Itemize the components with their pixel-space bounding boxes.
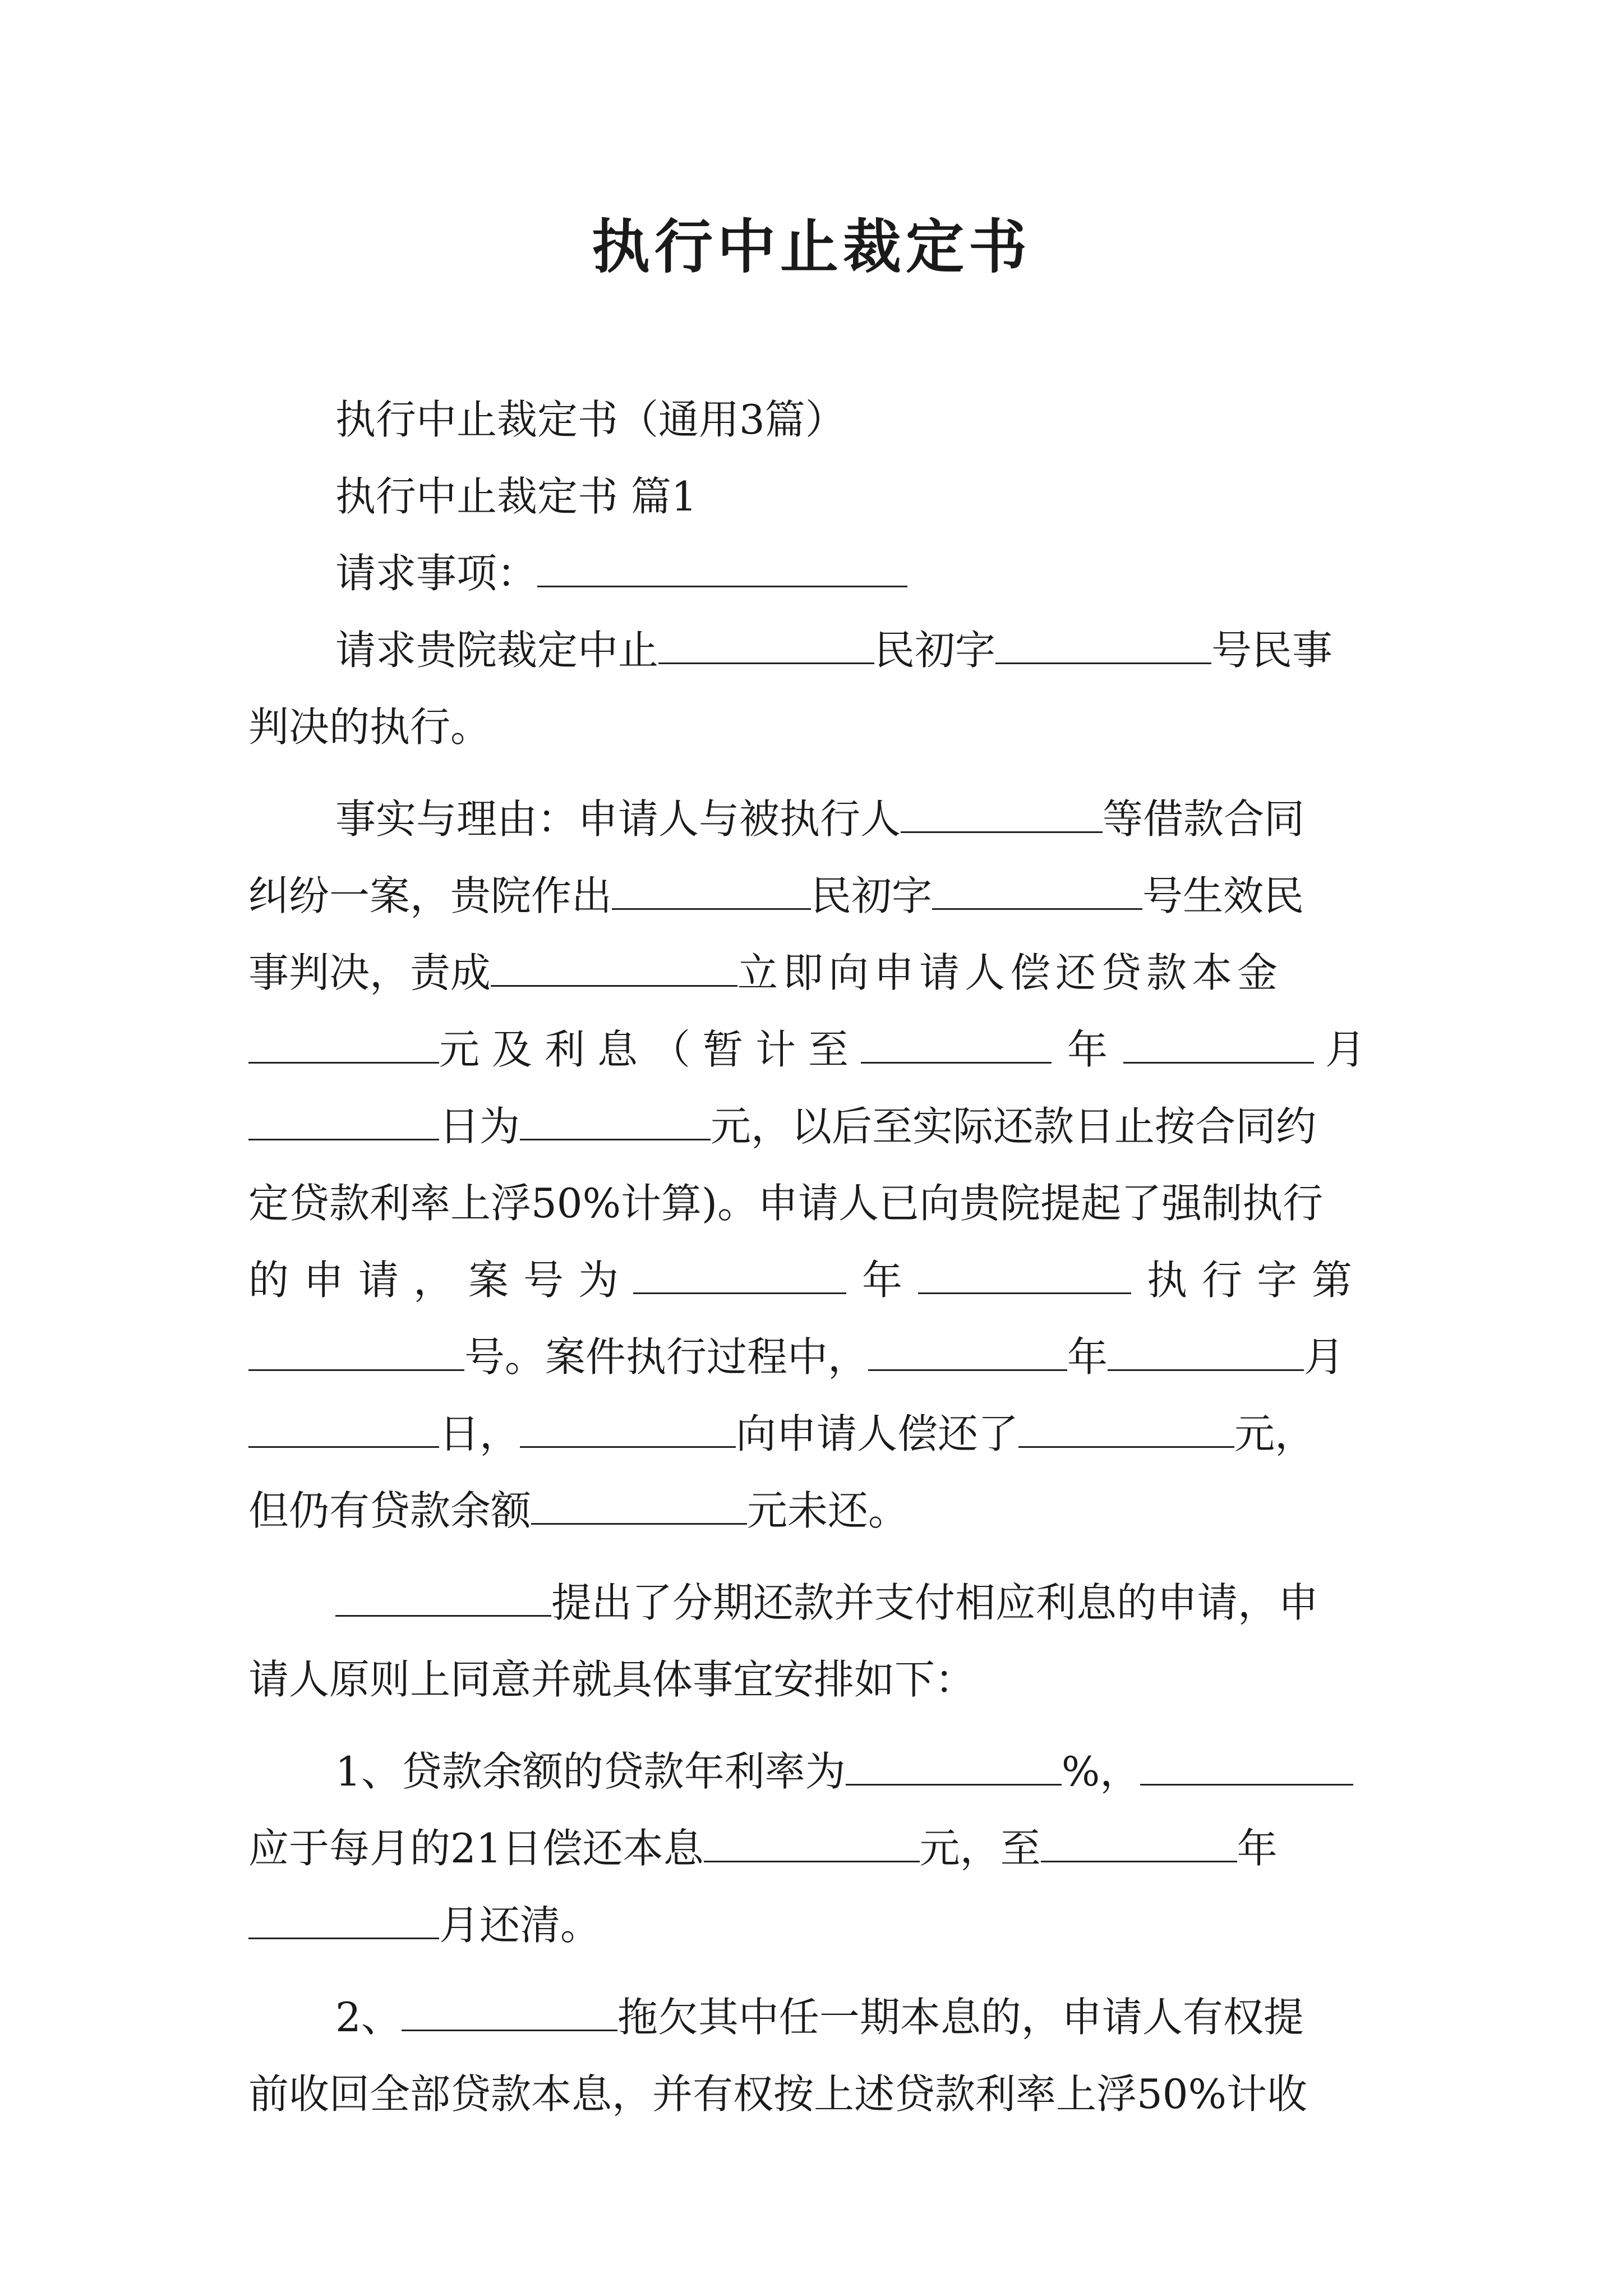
fill-blank xyxy=(335,1582,551,1617)
fill-blank xyxy=(531,1490,747,1525)
fill-blank xyxy=(658,630,874,664)
paragraph-line xyxy=(248,689,1384,766)
line-text: 元，以后至实际还款日止按合同约 xyxy=(711,1103,1317,1150)
line-text: 纠纷一案，贵院作出 xyxy=(248,872,612,919)
fill-blank xyxy=(1018,1414,1234,1448)
fill-blank xyxy=(491,953,737,987)
line-text: 请人原则上同意并就具体事宜安排如下： xyxy=(248,1656,976,1703)
fill-blank xyxy=(248,1029,439,1064)
fill-blank xyxy=(704,1828,920,1862)
line-text: 元未还。 xyxy=(747,1487,909,1534)
section-heading: 执行中止裁定书 篇1 xyxy=(335,473,697,520)
line-text: 月还清。 xyxy=(439,1902,601,1949)
paragraph-line xyxy=(248,1319,1384,1396)
line-text: 事实与理由：申请人与被执行人 xyxy=(335,795,901,843)
paragraph-line xyxy=(248,1565,1384,1641)
paragraph-line xyxy=(248,1473,1384,1549)
paragraph-line xyxy=(248,1733,1384,1810)
fill-blank xyxy=(248,1414,439,1448)
paragraph-line xyxy=(248,1979,1384,2056)
paragraph-line xyxy=(248,1810,1384,1887)
paragraph-line xyxy=(248,1165,1384,1242)
line-text: 日， xyxy=(439,1410,520,1457)
paragraph-line xyxy=(248,858,1384,935)
fill-blank xyxy=(248,1337,464,1371)
fill-blank xyxy=(1140,1751,1353,1786)
fill-blank xyxy=(248,1106,439,1140)
paragraph-line xyxy=(248,381,1384,458)
line-text: 年 xyxy=(1237,1825,1278,1872)
fill-blank xyxy=(868,1337,1067,1371)
paragraph-line xyxy=(248,458,1384,535)
line-text: 判决的执行。 xyxy=(248,703,491,751)
line-text: 民初字 xyxy=(874,627,996,674)
fill-blank xyxy=(901,799,1103,833)
line-text: 等借款合同 xyxy=(1103,795,1305,843)
paragraph-line xyxy=(248,535,1384,612)
paragraph-line xyxy=(248,1396,1384,1473)
line-text: 日为 xyxy=(439,1103,520,1150)
fill-blank xyxy=(612,876,811,910)
line-text: 定贷款利率上浮50%计算)。申请人已向贵院提起了强制执行 xyxy=(248,1180,1324,1227)
line-text: 号。案件执行过程中， xyxy=(464,1333,869,1381)
line-text: 月 xyxy=(1304,1333,1345,1381)
fill-blank xyxy=(1123,1029,1314,1064)
fill-blank xyxy=(861,1029,1052,1064)
paragraph-line xyxy=(248,2056,1384,2133)
line-text: 事判决，责成 xyxy=(248,949,491,996)
line-text: 1、贷款余额的贷款年利率为 xyxy=(335,1748,846,1795)
line-text: 元， xyxy=(1234,1410,1316,1457)
line-text: 但仍有贷款余额 xyxy=(248,1487,532,1534)
fill-blank xyxy=(1041,1828,1237,1862)
line-text: 前收回全部贷款本息，并有权按上述贷款利率上浮50%计收 xyxy=(248,2070,1308,2118)
document-body xyxy=(248,381,1384,2133)
line-text: %， xyxy=(1061,1748,1141,1795)
subtitle-text: 执行中止裁定书（通用3篇） xyxy=(335,396,846,443)
paragraph-line xyxy=(248,1641,1384,1718)
fill-blank xyxy=(520,1414,736,1448)
line-text: 2、 xyxy=(335,1994,402,2041)
line-text: 请求事项： xyxy=(335,550,538,597)
fill-blank xyxy=(520,1106,711,1140)
paragraph-line xyxy=(248,1011,1384,1088)
line-text: 的申请，案号为 xyxy=(248,1257,634,1304)
line-text: 年 xyxy=(862,1257,903,1304)
paragraph-line xyxy=(248,781,1384,858)
line-text: 向申请人偿还了 xyxy=(736,1410,1019,1457)
line-text: 提出了分期还款并支付相应利息的申请，申 xyxy=(551,1579,1319,1626)
line-text: 年 xyxy=(1067,1026,1108,1073)
line-text: 元及利息（暂计至 xyxy=(439,1026,861,1073)
line-text: 立即向申请人偿还贷款本金 xyxy=(737,949,1283,996)
fill-blank xyxy=(1108,1337,1304,1371)
paragraph-line xyxy=(248,1088,1384,1165)
paragraph-line xyxy=(248,1887,1384,1964)
fill-blank xyxy=(995,630,1211,664)
line-text: 拖欠其中任一期本息的，申请人有权提 xyxy=(617,1994,1304,2041)
fill-blank xyxy=(633,1260,846,1294)
line-text: 民初字 xyxy=(811,872,933,919)
line-text: 应于每月的21日偿还本息 xyxy=(248,1825,704,1872)
line-text: 号生效民 xyxy=(1142,872,1304,919)
line-text: 号民事 xyxy=(1211,627,1333,674)
fill-blank xyxy=(846,1751,1062,1786)
paragraph-line xyxy=(248,612,1384,689)
line-text: 执行字第 xyxy=(1147,1257,1367,1304)
line-text: 月 xyxy=(1325,1026,1366,1073)
fill-blank xyxy=(537,553,907,587)
paragraph-line xyxy=(248,1242,1384,1319)
fill-blank xyxy=(932,876,1142,910)
line-text: 年 xyxy=(1067,1333,1108,1381)
fill-blank xyxy=(402,1997,617,2031)
line-text: 请求贵院裁定中止 xyxy=(335,627,659,674)
document-title: 执行中止裁定书 xyxy=(591,213,1031,281)
paragraph-line xyxy=(248,935,1384,1011)
line-text: 元，至 xyxy=(919,1825,1041,1872)
fill-blank xyxy=(918,1260,1131,1294)
fill-blank xyxy=(248,1905,439,1939)
